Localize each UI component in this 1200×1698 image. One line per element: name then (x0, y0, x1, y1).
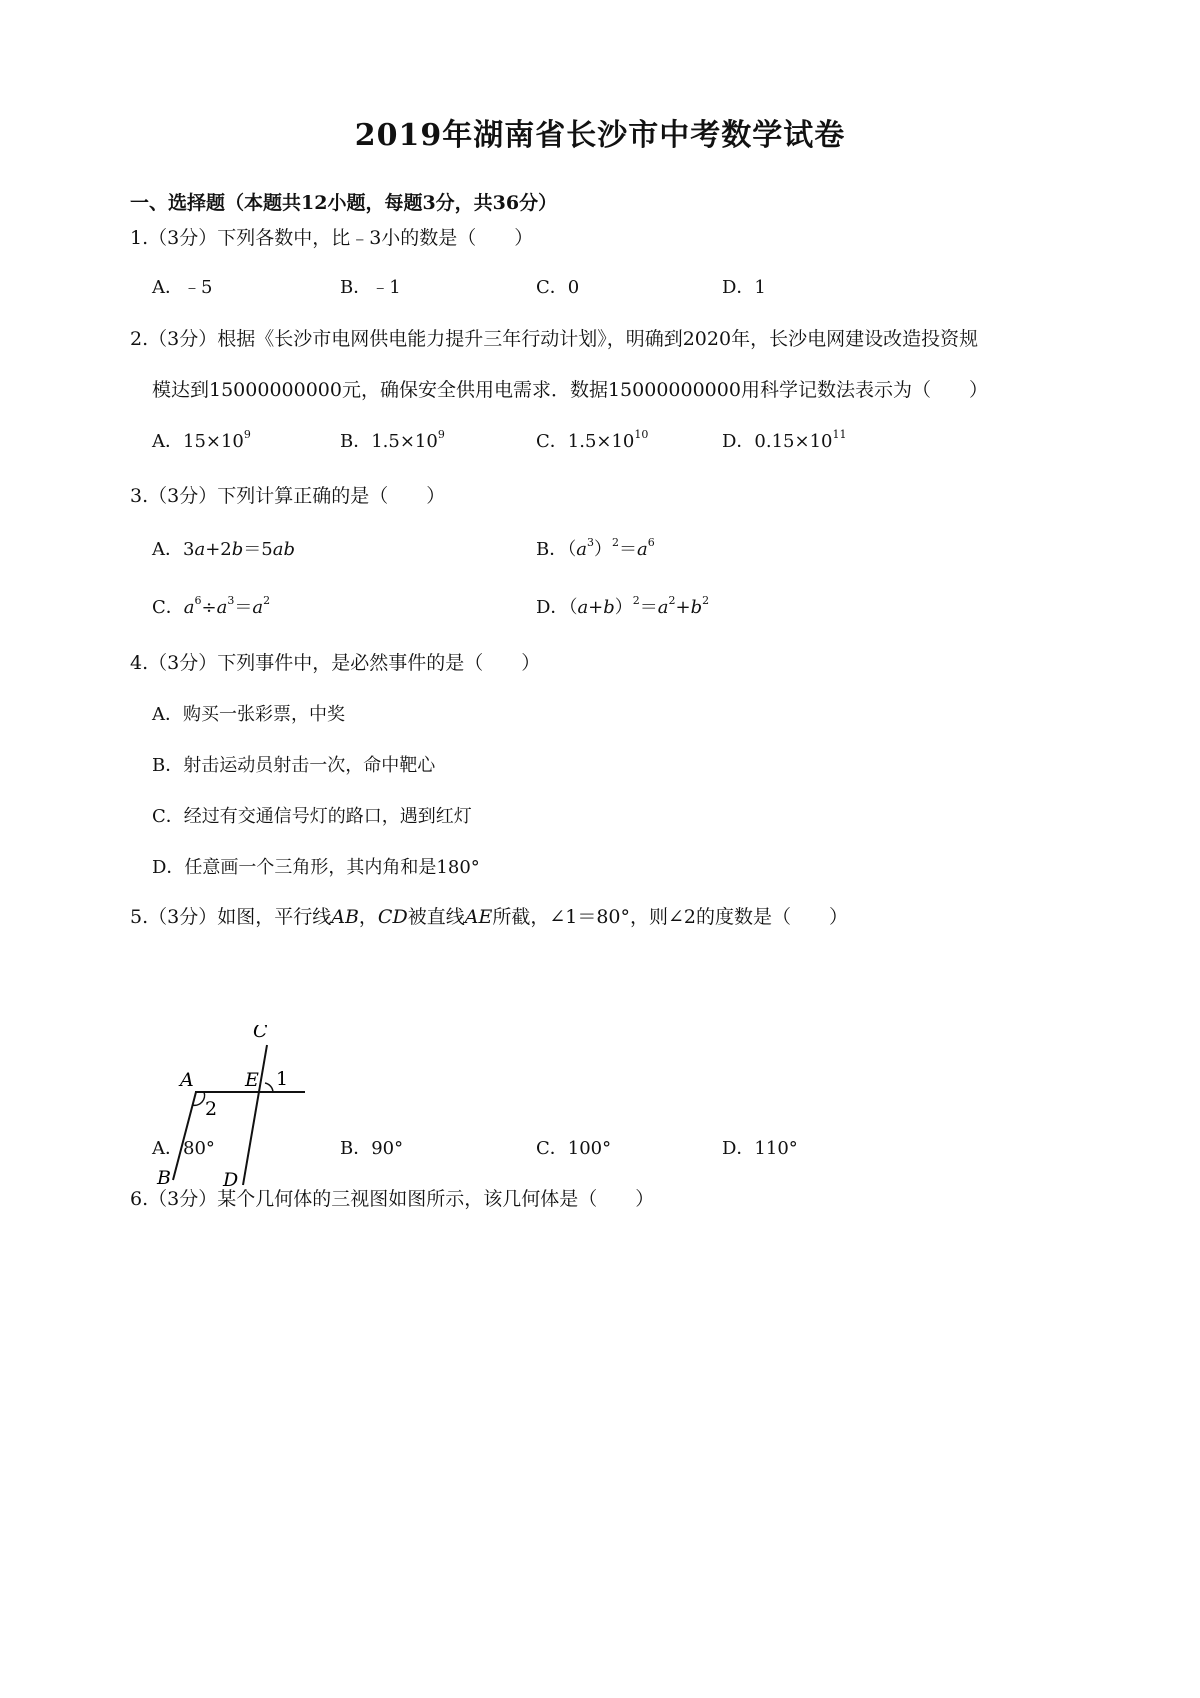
q2-option-b-base: B．1.5×10 (340, 431, 438, 452)
q1-option-a: A．﹣5 (152, 277, 213, 298)
q2-option-c (536, 430, 648, 454)
q4-option-d: D．任意画一个三角形，其内角和是180° (152, 857, 480, 878)
label-d: D (223, 1169, 239, 1191)
label-b: B (157, 1167, 171, 1189)
section-heading: 一、选择题（本题共12小题，每题3分，共36分） (130, 192, 558, 214)
q2-option-d (722, 430, 847, 454)
q3-option-a: A．3a+2b＝5ab (152, 539, 295, 560)
angle-1-arc (265, 1083, 273, 1092)
q5-stem-post: 所截，∠1＝80°，则∠2的度数是（ ） (492, 906, 849, 928)
label-angle-2: 2 (205, 1098, 218, 1120)
parallel-lines-diagram (155, 1025, 315, 1195)
q1-option-c: C．0 (536, 277, 580, 298)
q2-option-c-exponent: 10 (634, 428, 649, 441)
q2-option-b (340, 430, 445, 454)
q3-option-a-prefix: A． (152, 539, 183, 560)
q5-stem-pre: 5.（3分）如图，平行线 (130, 906, 332, 928)
q1-option-d: D．1 (722, 277, 766, 298)
line-cd (243, 1045, 267, 1185)
q2-option-c-base: C．1.5×10 (536, 431, 635, 452)
q3-option-b: B．$(a^3)^2=a^6$ (536, 536, 655, 560)
q4-option-c: C．经过有交通信号灯的路口，遇到红灯 (152, 806, 472, 827)
q5-option-c: C．100° (536, 1138, 612, 1159)
question-1-stem: 1.（3分）下列各数中，比﹣3小的数是（ ） (130, 227, 534, 249)
q3-option-c: C．$a^6\div a^3=a^2$ (152, 594, 271, 618)
label-e: E (245, 1069, 259, 1091)
q2-option-d-base: D．0.15×10 (722, 431, 833, 452)
q2-option-d-exponent: 11 (832, 428, 847, 441)
q5-stem-mid: 被直线 (407, 906, 465, 928)
q4-option-b: B．射击运动员射击一次，命中靶心 (152, 755, 436, 776)
q3-option-c-prefix: C． (152, 597, 184, 618)
q2-option-a-base: A．15×10 (152, 431, 244, 452)
q5-option-b: B．90° (340, 1138, 404, 1159)
q4-option-a: A．购买一张彩票，中奖 (152, 704, 345, 725)
q3-option-d-prefix: D． (536, 597, 569, 618)
q5-option-d: D．110° (722, 1138, 798, 1159)
label-a: A (180, 1069, 194, 1091)
q5-option-a: A．80° (152, 1138, 215, 1159)
label-c: C (253, 1025, 268, 1042)
question-4-stem: 4.（3分）下列事件中，是必然事件的是（ ） (130, 652, 541, 674)
q2-option-a-exponent: 9 (243, 428, 251, 441)
q1-option-b: B．﹣1 (340, 277, 401, 298)
question-2-stem-line1: 2.（3分）根据《长沙市电网供电能力提升三年行动计划》，明确到2020年，长沙电网建设改造投资规 (130, 328, 979, 350)
q5-line-ab: AB (331, 906, 359, 928)
q2-option-b-exponent: 9 (437, 428, 445, 441)
q5-line-cd: CD (377, 906, 408, 928)
q3-option-d: D．$(a+b)^2=a^2+b^2$ (536, 594, 710, 618)
question-2-stem-line2: 模达到15000000000元，确保安全供用电需求．数据15000000000用科学记数法表示为（ ） (152, 379, 988, 401)
question-5-stem (130, 905, 848, 929)
page-title: 2019年湖南省长沙市中考数学试卷 (354, 118, 846, 153)
question-3-stem: 3.（3分）下列计算正确的是（ ） (130, 485, 446, 507)
q5-figure (155, 1025, 315, 1191)
q2-option-a (152, 430, 251, 454)
label-angle-1: 1 (276, 1068, 289, 1090)
q5-comma: ， (358, 906, 378, 928)
q5-line-ae: AE (464, 906, 493, 928)
q3-option-b-prefix: B． (536, 539, 568, 560)
question-6-stem: 6.（3分）某个几何体的三视图如图所示，该几何体是（ ） (130, 1188, 655, 1210)
